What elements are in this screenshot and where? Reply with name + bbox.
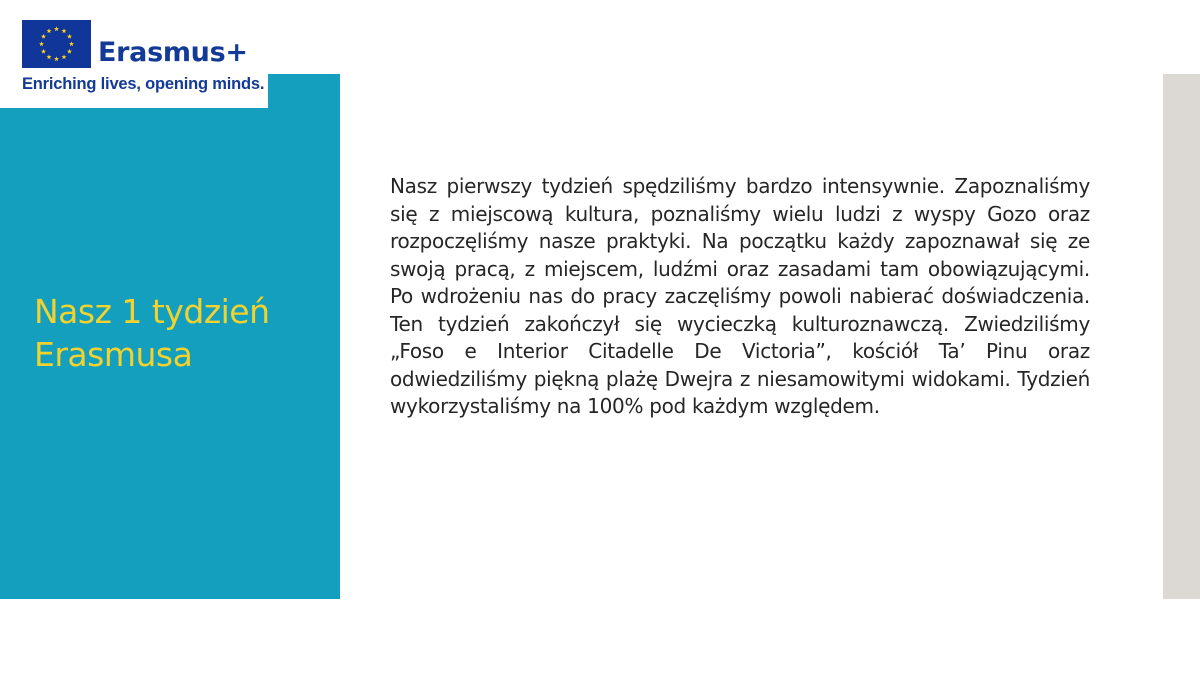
eu-star-icon (69, 41, 74, 46)
eu-star-icon (41, 34, 46, 39)
eu-star-icon (67, 34, 72, 39)
tagline: Enriching lives, opening minds. (22, 75, 265, 93)
eu-star-icon (62, 28, 67, 33)
eu-star-icon (41, 49, 46, 54)
eu-star-icon (54, 56, 59, 61)
eu-star-icon (39, 41, 44, 46)
side-accent-bar (1163, 74, 1200, 599)
eu-stars (22, 20, 91, 68)
eu-star-icon (67, 49, 72, 54)
slide-title: Nasz 1 tydzień Erasmusa (34, 292, 270, 374)
eu-star-icon (54, 26, 59, 31)
slide-body-text: Nasz pierwszy tydzień spędziliśmy bardzo intensywnie. Zapoznaliśmy się z miejscową kultura, poznaliśmy wielu ludzi z wyspy Gozo oraz rozpoczęliśmy nasze praktyki. Na początku każdy zapoznawał się ze swoją pracą, z miejscem, ludźmi oraz zasadami tam obowiązującymi. Po wdrożeniu nas do pracy zaczęliśmy powoli nabierać doświadczenia. Ten tydzień zakończył się wycieczką kulturoznawczą. Zwiedziliśmy „Foso e Interior Citadelle De Victoria”, kościół Ta’ Pinu oraz odwiedziliśmy piękną plażę Dwejra z niesamowitymi widokami. Tydzień wykorzystaliśmy na 100% pod każdym względem. (390, 174, 1090, 418)
brand-name: Erasmus+ (98, 37, 248, 68)
eu-star-icon (47, 28, 52, 33)
erasmus-logo (0, 0, 268, 108)
eu-flag-icon (22, 20, 91, 68)
eu-star-icon (62, 54, 67, 59)
eu-star-icon (47, 54, 52, 59)
